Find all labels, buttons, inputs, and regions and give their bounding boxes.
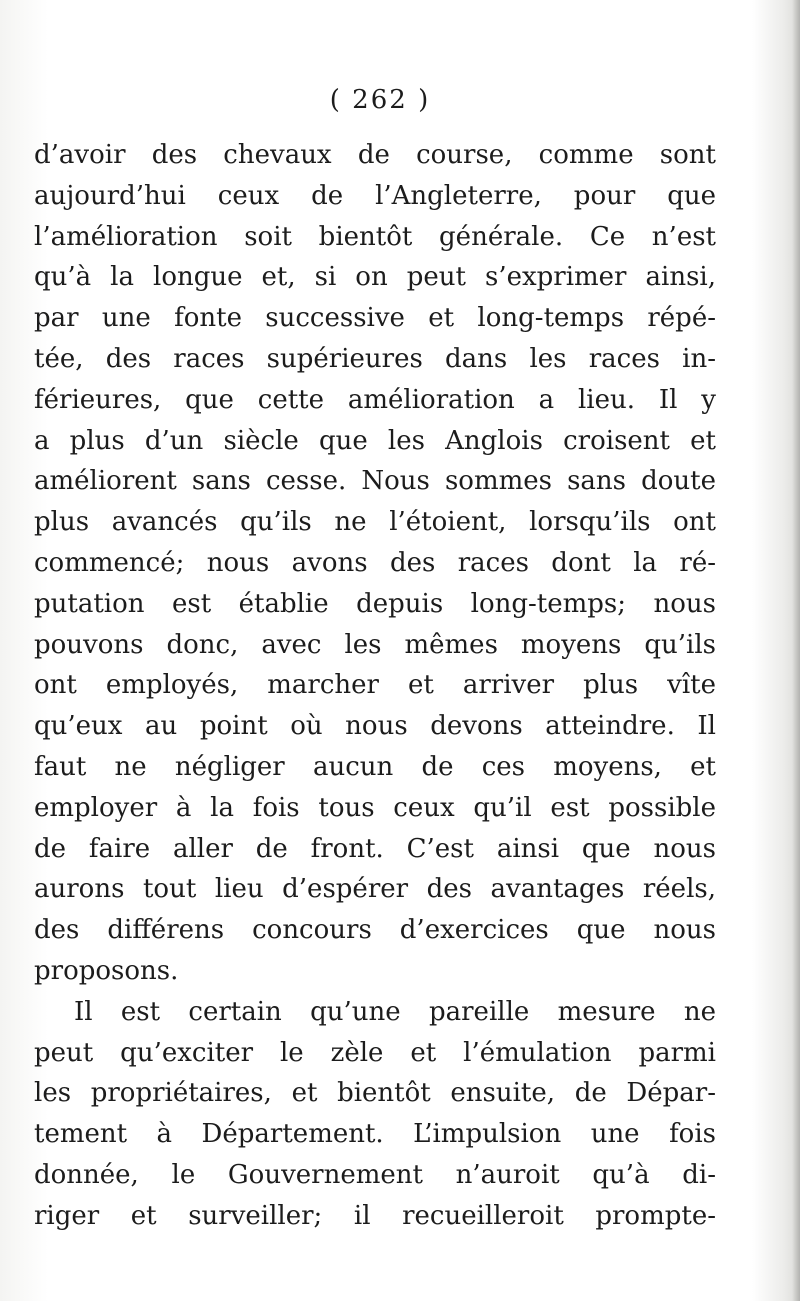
text-line: tement à Département. L’impulsion une fois bbox=[34, 1119, 716, 1150]
paragraph-end-line: proposons. bbox=[34, 955, 179, 986]
text-line: pouvons donc, avec les mêmes moyens qu’ils bbox=[34, 629, 716, 660]
text-line: faut ne négliger aucun de ces moyens, et bbox=[34, 751, 716, 782]
text-line: de faire aller de front. C’est ainsi que nous bbox=[34, 833, 716, 864]
text-line: améliorent sans cesse. Nous sommes sans doute bbox=[34, 466, 716, 497]
text-line: donnée, le Gouvernement n’auroit qu’à di- bbox=[34, 1159, 716, 1190]
text-line: employer à la fois tous ceux qu’il est possible bbox=[34, 792, 716, 823]
text-line: l’amélioration soit bientôt générale. Ce n’est bbox=[34, 221, 716, 252]
text-line: riger et surveiller; il recueilleroit prompte- bbox=[34, 1200, 716, 1231]
text-line: commencé; nous avons des races dont la ré- bbox=[34, 547, 716, 578]
text-line: par une fonte successive et long-temps répé- bbox=[34, 303, 716, 334]
text-line: tée, des races supérieures dans les races in- bbox=[34, 343, 716, 374]
page-edge-shadow bbox=[792, 0, 800, 1301]
text-line: putation est établie depuis long-temps; nous bbox=[34, 588, 716, 619]
text-line: aurons tout lieu d’espérer des avantages réels, bbox=[34, 874, 716, 905]
body-text bbox=[34, 135, 716, 1237]
page-number: ( 262 ) bbox=[329, 85, 431, 115]
paragraph-start-line: Il est certain qu’une pareille mesure ne bbox=[74, 996, 716, 1027]
text-line: les propriétaires, et bientôt ensuite, de Dépar- bbox=[34, 1078, 716, 1109]
text-line: plus avancés qu’ils ne l’étoient, lorsqu’ils ont bbox=[34, 507, 716, 538]
text-line: a plus d’un siècle que les Anglois croisent et bbox=[34, 425, 716, 456]
text-line: d’avoir des chevaux de course, comme sont bbox=[34, 140, 716, 170]
text-line: aujourd’hui ceux de l’Angleterre, pour que bbox=[34, 180, 716, 211]
text-line: ont employés, marcher et arriver plus vîte bbox=[34, 670, 716, 701]
text-line: des différens concours d’exercices que nous bbox=[34, 915, 716, 946]
text-line: qu’à la longue et, si on peut s’exprimer ainsi, bbox=[34, 262, 716, 293]
text-line: peut qu’exciter le zèle et l’émulation parmi bbox=[34, 1037, 716, 1068]
text-line: qu’eux au point où nous devons atteindre. Il bbox=[34, 711, 716, 742]
text-line: férieures, que cette amélioration a lieu. Il y bbox=[34, 384, 716, 415]
